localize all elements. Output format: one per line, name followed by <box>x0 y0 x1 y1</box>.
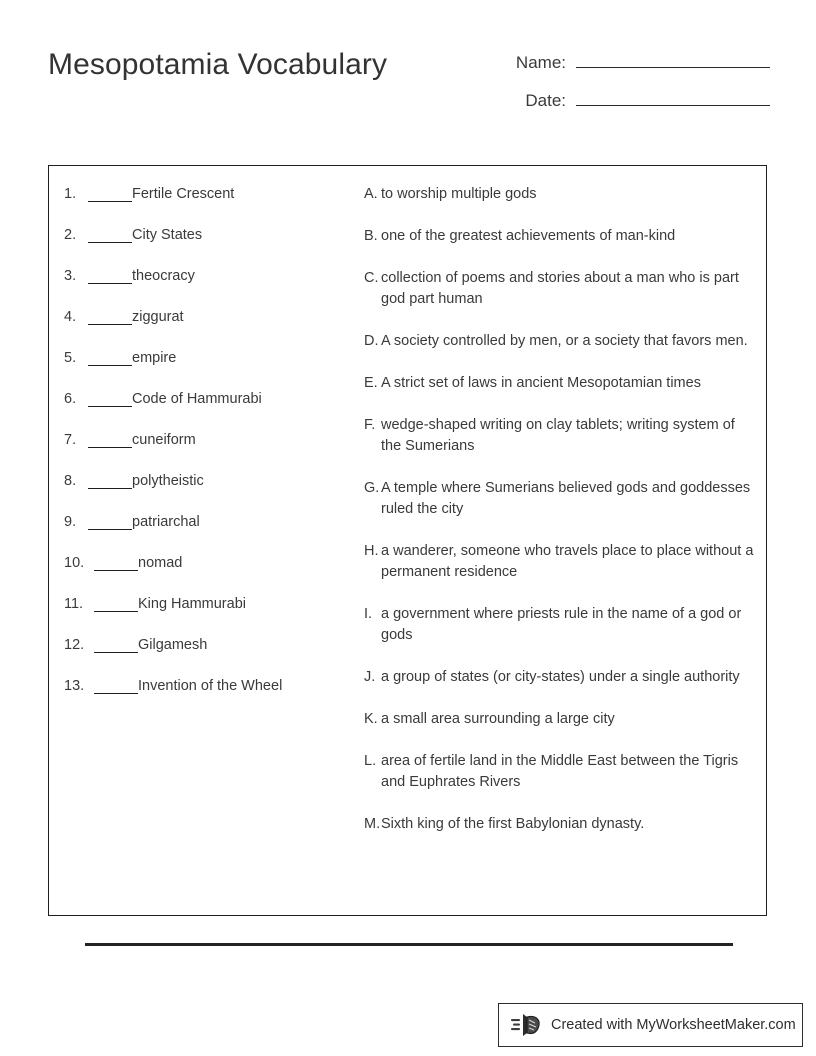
term-label: nomad <box>138 555 183 571</box>
term-number: 1. <box>64 186 77 202</box>
term-label: ziggurat <box>132 309 184 325</box>
terms-column <box>64 184 359 717</box>
definition-letter: A. <box>364 186 378 202</box>
definition-text: a wanderer, someone who travels place to place without a permanent residence <box>381 543 754 580</box>
bottom-divider <box>85 943 733 946</box>
term-answer-blank[interactable] <box>88 307 132 325</box>
term-label: City States <box>132 227 203 243</box>
term-number: 9. <box>64 514 77 530</box>
term-item <box>64 266 359 287</box>
definition-item <box>364 268 758 310</box>
matching-exercise-box <box>48 165 767 916</box>
term-label: patriarchal <box>132 514 200 530</box>
definition-letter: J. <box>364 669 376 685</box>
term-number: 4. <box>64 309 77 325</box>
term-answer-blank[interactable] <box>88 389 132 407</box>
definition-item <box>364 541 758 583</box>
definition-letter: D. <box>364 333 379 349</box>
term-answer-blank[interactable] <box>88 512 132 530</box>
term-item <box>64 225 359 246</box>
term-item <box>64 594 359 615</box>
name-input[interactable] <box>576 52 770 68</box>
definition-item <box>364 814 758 835</box>
term-number: 10. <box>64 555 85 571</box>
term-label: cuneiform <box>132 432 196 448</box>
term-answer-blank[interactable] <box>88 430 132 448</box>
definition-text: one of the greatest achievements of man-kind <box>381 228 676 244</box>
definition-item <box>364 415 758 457</box>
definition-text: wedge-shaped writing on clay tablets; writing system of the Sumerians <box>381 417 735 454</box>
term-item <box>64 635 359 656</box>
definition-item <box>364 751 758 793</box>
definition-letter: F. <box>364 417 376 433</box>
definition-text: collection of poems and stories about a man who is part god part human <box>381 270 739 307</box>
term-item <box>64 389 359 410</box>
definition-item <box>364 331 758 352</box>
definition-item <box>364 709 758 730</box>
term-item <box>64 512 359 533</box>
page-header <box>0 0 816 160</box>
term-answer-blank[interactable] <box>94 594 138 612</box>
term-item <box>64 676 359 697</box>
date-input[interactable] <box>576 90 770 106</box>
footer-attribution-badge[interactable] <box>498 1003 803 1047</box>
term-answer-blank[interactable] <box>88 266 132 284</box>
definition-text: Sixth king of the first Babylonian dynasty. <box>381 816 645 832</box>
myworksheetmaker-logo-icon <box>511 1011 545 1039</box>
term-number: 3. <box>64 268 77 284</box>
definition-letter: B. <box>364 228 378 244</box>
term-label: King Hammurabi <box>138 596 246 612</box>
term-label: Fertile Crescent <box>132 186 235 202</box>
term-answer-blank[interactable] <box>88 471 132 489</box>
term-item <box>64 184 359 205</box>
definition-item <box>364 226 758 247</box>
term-number: 8. <box>64 473 77 489</box>
term-label: theocracy <box>132 268 195 284</box>
name-field-row <box>440 52 770 73</box>
term-answer-blank[interactable] <box>94 553 138 571</box>
definition-item <box>364 478 758 520</box>
term-label: Code of Hammurabi <box>132 391 262 407</box>
term-label: polytheistic <box>132 473 204 489</box>
term-number: 2. <box>64 227 77 243</box>
definition-letter: L. <box>364 753 377 769</box>
term-label: Invention of the Wheel <box>138 678 283 694</box>
definitions-column <box>364 184 758 856</box>
term-item <box>64 553 359 574</box>
definition-text: a government where priests rule in the name of a god or gods <box>381 606 742 643</box>
name-label: Name: <box>515 53 566 72</box>
term-label: empire <box>132 350 177 366</box>
term-answer-blank[interactable] <box>88 184 132 202</box>
definition-text: to worship multiple gods <box>381 186 537 202</box>
definition-item <box>364 604 758 646</box>
definition-letter: I. <box>364 606 373 622</box>
term-answer-blank[interactable] <box>94 635 138 653</box>
footer-badge-label: Created with MyWorksheetMaker.com <box>551 1017 796 1033</box>
term-number: 7. <box>64 432 77 448</box>
term-answer-blank[interactable] <box>88 348 132 366</box>
definition-letter: H. <box>364 543 379 559</box>
definition-letter: K. <box>364 711 378 727</box>
definition-letter: E. <box>364 375 378 391</box>
term-label: Gilgamesh <box>138 637 208 653</box>
definition-item <box>364 667 758 688</box>
definition-letter: G. <box>364 480 380 496</box>
term-number: 12. <box>64 637 85 653</box>
term-number: 5. <box>64 350 77 366</box>
term-answer-blank[interactable] <box>88 225 132 243</box>
definition-letter: C. <box>364 270 379 286</box>
date-field-row <box>440 90 770 111</box>
definition-item <box>364 373 758 394</box>
term-number: 13. <box>64 678 85 694</box>
term-number: 6. <box>64 391 77 407</box>
page-title: Mesopotamia Vocabulary <box>48 48 388 81</box>
definition-text: A society controlled by men, or a society that favors men. <box>381 333 748 349</box>
term-item <box>64 471 359 492</box>
definition-item <box>364 184 758 205</box>
definition-text: a group of states (or city-states) under a single authority <box>381 669 740 685</box>
term-item <box>64 430 359 451</box>
definition-text: area of fertile land in the Middle East between the Tigris and Euphrates Rivers <box>381 753 739 790</box>
definition-letter: M. <box>364 816 381 832</box>
definition-text: A strict set of laws in ancient Mesopotamian times <box>381 375 701 391</box>
term-number: 11. <box>64 596 84 612</box>
term-answer-blank[interactable] <box>94 676 138 694</box>
term-item <box>64 348 359 369</box>
definition-text: A temple where Sumerians believed gods and goddesses ruled the city <box>381 480 751 517</box>
definition-text: a small area surrounding a large city <box>381 711 615 727</box>
date-label: Date: <box>525 91 566 110</box>
term-item <box>64 307 359 328</box>
